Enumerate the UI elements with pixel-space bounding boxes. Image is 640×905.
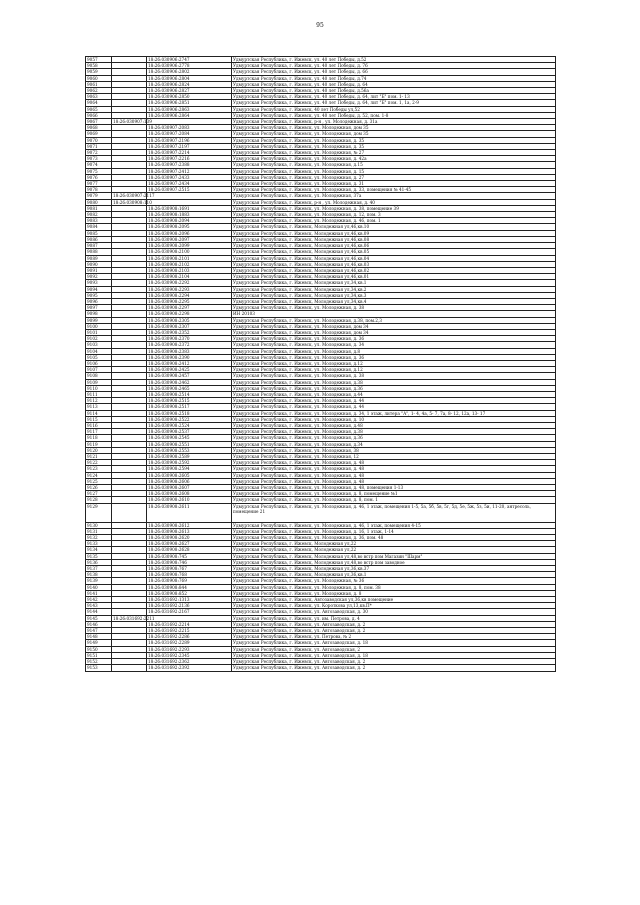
address-cell: Удмуртская Республика, г. Ижевск, ул. Молодежная, д. 48: [232, 478, 556, 484]
building-cadastral-cell: 18:26:030908:2100: [147, 249, 232, 255]
building-cadastral-cell: 18:26:031692:2167: [147, 609, 232, 615]
address-cell: Удмуртская Республика, г. Ижевск, ул. Молодежная, д.38: [232, 379, 556, 385]
row-number-cell: 9097: [86, 305, 112, 311]
address-cell: Удмуртская Республика, г. Ижевск, Молодежная ул,34,кв.4: [232, 298, 556, 304]
building-cadastral-cell: 18:26:030908:2594: [147, 466, 232, 472]
land-cadastral-cell: 18:26:030907:2117: [113, 193, 155, 199]
address-cell: Удмуртская Республика, г. Ижевск, Молодежная ул,46,кв.08: [232, 236, 556, 242]
row-number-cell: 9144: [86, 609, 112, 615]
address-cell: Удмуртская Республика, г. Ижевск, ул. Автозаводская, д. 2: [232, 628, 556, 634]
building-cadastral-cell: 18:26:030908:852: [147, 590, 232, 596]
row-number-cell: 9081: [86, 205, 112, 211]
land-cadastral-cell: 18:26:030907:139: [113, 119, 152, 125]
row-number-cell: 9108: [86, 373, 112, 379]
address-cell: Удмуртская Республика, г. Ижевск, ул. Молодежная, д. 35: [232, 137, 556, 143]
building-cadastral-cell: 18:26:030908:2425: [147, 367, 232, 373]
row-number-cell: 9102: [86, 336, 112, 342]
address-cell: Удмуртская Республика, г. Ижевск, ул. 40 лет Победы, д. 64, лит "Б" пом. 1, 1а, 2-9: [232, 100, 556, 106]
address-cell: Удмуртская Республика, г. Ижевск, Молодежная ул,34,кв.2: [232, 286, 556, 292]
address-cell: Удмуртская Республика, г. Ижевск, ул. Автозаводская, д. 2: [232, 665, 556, 671]
row-number-cell: 9128: [86, 497, 112, 503]
building-cadastral-cell: 18:26:030908:2545: [147, 435, 232, 441]
row-number-cell: 9086: [86, 236, 112, 242]
building-cadastral-cell: 18:26:031692:2289: [147, 640, 232, 646]
building-cadastral-cell: 18:26:030908:2370: [147, 336, 232, 342]
address-cell: Удмуртская Республика, г. Ижевск, ул. Молодежная, д. 8, пом. 38: [232, 584, 556, 590]
building-cadastral-cell: 18:26:031692:2215: [147, 628, 232, 634]
row-number-cell: 9133: [86, 541, 112, 547]
address-cell: Удмуртская Республика, г. Ижевск, ул. Молодежная, д. 8, пом. 1: [232, 497, 556, 503]
land-cadastral-cell: 18:26:030908:110: [113, 199, 152, 205]
row-number-cell: 9067: [86, 119, 112, 125]
row-number-cell: 9085: [86, 230, 112, 236]
address-cell: Удмуртская Республика, г. Ижевск, ул. Молодежная, дом 35: [232, 131, 556, 137]
row-number-cell: 9134: [86, 547, 112, 553]
address-cell: Удмуртская Республика, г. Ижевск, ул. Молодежная, д. 10: [232, 416, 556, 422]
row-number-cell: 9148: [86, 634, 112, 640]
table-row: [86, 503, 556, 522]
building-cadastral-cell: 18:26:030908:2522: [147, 416, 232, 422]
address-cell: Удмуртская Республика, г. Ижевск, ул. 40 лет Победы, д. 76: [232, 63, 556, 69]
building-cadastral-cell: 18:26:030906:2747: [147, 57, 232, 63]
building-cadastral-cell: 18:26:030908:2293: [147, 286, 232, 292]
building-cadastral-cell: 18:26:030908:2465: [147, 385, 232, 391]
address-cell: Удмуртская Республика, г. Ижевск, 40 лет Победы ул,52: [232, 106, 556, 112]
row-number-cell: 9117: [86, 429, 112, 435]
building-cadastral-cell: 18:26:030907:2214: [147, 150, 232, 156]
address-cell: Удмуртская Республика, г. Ижевск, ул. им. Петрова, д. 4: [232, 615, 556, 621]
building-cadastral-cell: 18:26:030908:1883: [147, 212, 232, 218]
building-cadastral-cell: 18:26:030908:2101: [147, 255, 232, 261]
row-number-cell: 9120: [86, 447, 112, 453]
building-cadastral-cell: 18:26:030907:2084: [147, 131, 232, 137]
row-number-cell: 9116: [86, 422, 112, 428]
address-cell: Удмуртская Республика, г. Ижевск, Молодежная ул,46,кв.03: [232, 261, 556, 267]
address-cell: Удмуртская Республика, г. Ижевск, ул. Молодежная, д. 8: [232, 590, 556, 596]
address-cell: Удмуртская Республика, г. Ижевск, ул. Молодежная, дом 34: [232, 329, 556, 335]
building-cadastral-cell: 18:26:030908:2372: [147, 342, 232, 348]
building-cadastral-cell: 18:26:030908:2607: [147, 485, 232, 491]
land-cadastral-cell: [112, 503, 147, 522]
building-cadastral-cell: 18:26:030908:2613: [147, 528, 232, 534]
row-number-cell: 9127: [86, 491, 112, 497]
address-cell: Удмуртская Республика, г. Ижевск, ул. Молодежная, д.12: [232, 360, 556, 366]
address-cell: Удмуртская Республика, г. Ижевск, Молодежная ул,46,кв.09: [232, 230, 556, 236]
address-cell: Удмуртская Республика, г. Ижевск, ул. Молодежная, д. 35: [232, 143, 556, 149]
property-table: [85, 56, 556, 672]
building-cadastral-cell: 18:26:030907:2434: [147, 181, 232, 187]
row-number-cell: 9084: [86, 224, 112, 230]
building-cadastral-cell: 18:26:030908:2589: [147, 454, 232, 460]
building-cadastral-cell: 18:26:030908:1691: [147, 205, 232, 211]
row-number-cell: 9129: [86, 503, 112, 522]
building-cadastral-cell: 18:26:030908:2103: [147, 267, 232, 273]
address-cell: Удмуртская Республика, г. Ижевск, Молодежная ул,22: [232, 547, 556, 553]
building-cadastral-cell: 18:26:030908:2551: [147, 441, 232, 447]
address-cell: Удмуртская Республика, г. Ижевск, ул. Молодежная, дом 35: [232, 125, 556, 131]
address-cell: Удмуртская Республика, г. Ижевск, ул. 40 лет Победы, д.56а: [232, 88, 556, 94]
address-cell: Удмуртская Республика, г. Ижевск, ул. Молодежная, д. 42а: [232, 156, 556, 162]
building-cadastral-cell: 18:26:030908:2352: [147, 329, 232, 335]
building-cadastral-cell: 18:26:030908:2096: [147, 230, 232, 236]
address-cell: Удмуртская Республика, г. Ижевск, ул. Молодежная, д.15: [232, 162, 556, 168]
building-cadastral-cell: 18:26:030908:2608: [147, 491, 232, 497]
building-cadastral-cell: 18:26:030908:2295: [147, 298, 232, 304]
address-cell: Удмуртская Республика, г. Ижевск, Молодежная ул,46,кв.06: [232, 243, 556, 249]
row-number-cell: 9135: [86, 553, 112, 559]
building-cadastral-cell: 18:26:030906:2827: [147, 88, 232, 94]
building-cadastral-cell: 18:26:030908:2390: [147, 354, 232, 360]
row-number-cell: 9070: [86, 137, 112, 143]
building-cadastral-cell: 18:26:030906:2778: [147, 63, 232, 69]
building-cadastral-cell: 18:26:030908:2305: [147, 317, 232, 323]
row-number-cell: 9094: [86, 286, 112, 292]
building-cadastral-cell: 18:26:030908:2102: [147, 261, 232, 267]
address-cell: Удмуртская Республика, г. Ижевск, ул. 40 лет Победы, д.52: [232, 57, 556, 63]
address-cell: Удмуртская Республика, г. Ижевск, ул. Молодежная, д.8: [232, 348, 556, 354]
row-number-cell: 9066: [86, 112, 112, 118]
row-number-cell: 9118: [86, 435, 112, 441]
building-cadastral-cell: 18:26:030907:2197: [147, 143, 232, 149]
row-number-cell: 9140: [86, 584, 112, 590]
building-cadastral-cell: 18:26:030908:745: [147, 553, 232, 559]
row-number-cell: 9074: [86, 162, 112, 168]
address-cell: Удмуртская Республика, г. Ижевск, ул. Молодежная, д. 46, 1 этаж, помещения 1-5, 5а, 5б, 5в, 5г, 5д, 5е, 5ж, 5з, 5и, 11-20, антресоль, помещение 21: [232, 503, 556, 522]
row-number-cell: 9060: [86, 75, 112, 81]
building-cadastral-cell: 18:26:030908:2292: [147, 280, 232, 286]
row-number-cell: 9073: [86, 156, 112, 162]
address-cell: Удмуртская Республика, г. Ижевск, Молодежная ул,46,кв.02: [232, 267, 556, 273]
address-cell: Удмуртская Республика, г. Ижевск, ул. Автозаводская, д. 18: [232, 640, 556, 646]
building-cadastral-cell: 18:26:030908:2515: [147, 398, 232, 404]
row-number-cell: 9111: [86, 391, 112, 397]
building-cadastral-cell: 18:26:030907:2216: [147, 156, 232, 162]
building-cadastral-cell: 18:26:030906:2863: [147, 106, 232, 112]
building-cadastral-cell: 18:26:030908:2099: [147, 243, 232, 249]
building-cadastral-cell: 18:26:030908:2553: [147, 447, 232, 453]
building-cadastral-cell: 18:26:030908:768: [147, 572, 232, 578]
row-number-cell: 9150: [86, 646, 112, 652]
row-number-cell: 9065: [86, 106, 112, 112]
row-number-cell: 9076: [86, 174, 112, 180]
row-number-cell: 9088: [86, 249, 112, 255]
building-cadastral-cell: 18:26:030907:2388: [147, 162, 232, 168]
building-cadastral-cell: 18:26:030906:2804: [147, 75, 232, 81]
building-cadastral-cell: 18:26:030907:2196: [147, 137, 232, 143]
address-cell: Удмуртская Республика, г. Ижевск, ул. Молодежная, 38: [232, 447, 556, 453]
address-cell: Удмуртская Республика, г. Ижевск, ул. Молодежная, д. 46, пом. 1: [232, 218, 556, 224]
building-cadastral-cell: 18:26:031692:2286: [147, 634, 232, 640]
row-number-cell: 9115: [86, 416, 112, 422]
row-number-cell: 9101: [86, 329, 112, 335]
row-number-cell: 9082: [86, 212, 112, 218]
row-number-cell: 9068: [86, 125, 112, 131]
address-cell: Удмуртская Республика, г. Ижевск, ул. Молодежная, д.38: [232, 429, 556, 435]
table-row: [86, 410, 556, 416]
address-cell: Удмуртская Республика, г. Ижевск, ул. 40 лет Победы, д. 64, лит "Б" пом. 1- 13: [232, 94, 556, 100]
building-cadastral-cell: 18:26:030908:2610: [147, 497, 232, 503]
row-number-cell: 9091: [86, 267, 112, 273]
address-cell: Удмуртская Республика, г. Ижевск, ул. 40 лет Победы, д.74: [232, 75, 556, 81]
building-cadastral-cell: 18:26:030908:2457: [147, 373, 232, 379]
address-cell: Удмуртская Республика, г. Ижевск, ул. Молодежная, д. 34, 1 этаж, литера "А", 1- 4, 4а, 5- 7, 7а, 8- 12, 12а, 13- 17: [232, 410, 556, 416]
row-number-cell: 9104: [86, 348, 112, 354]
address-cell: Удмуртская Республика, г. Ижевск, Молодежная ул,48,во встр пом Магазин "Шарм": [232, 553, 556, 559]
building-cadastral-cell: 18:26:030906:2802: [147, 69, 232, 75]
address-cell: ИН 20103: [232, 311, 556, 317]
address-cell: Удмуртская Республика, г. Ижевск, ул. Молодежная, д.12: [232, 367, 556, 373]
address-cell: Удмуртская Республика, г. Ижевск, ул. Молодежная, д. 44: [232, 398, 556, 404]
building-cadastral-cell: 18:26:030908:2104: [147, 274, 232, 280]
row-number-cell: 9080: [86, 199, 112, 205]
row-number-cell: 9099: [86, 317, 112, 323]
address-cell: Удмуртская Республика, г. Ижевск, Молодежная ул,36,кв.37: [232, 566, 556, 572]
building-cadastral-cell: 18:26:030908:2606: [147, 478, 232, 484]
building-cadastral-cell: 18:26:030908:2297: [147, 305, 232, 311]
building-cadastral-cell: 18:26:031692:2392: [147, 665, 232, 671]
address-cell: Удмуртская Республика, г. Ижевск, ул. Молодежная, 12: [232, 454, 556, 460]
address-cell: Удмуртская Республика, г. Ижевск, ул. Автозаводская, д. 2: [232, 659, 556, 665]
building-cadastral-cell: 18:26:030908:2298: [147, 311, 232, 317]
address-cell: Удмуртская Республика, г. Ижевск, ул. Молодежная, д. 48, помещения 1-13: [232, 485, 556, 491]
row-number-cell: 9152: [86, 659, 112, 665]
address-cell: Удмуртская Республика, г. Ижевск, Молодежная ул,34,кв.1: [232, 280, 556, 286]
row-number-cell: 9063: [86, 94, 112, 100]
address-cell: Удмуртская Республика, г. Ижевск, ул. Молодежная, д. 33, помещения № 41-45: [232, 187, 556, 193]
address-cell: Удмуртская Республика, г. Ижевск, ул. Молодежная, д.34: [232, 441, 556, 447]
address-cell: Удмуртская Республика, г. Ижевск, Молодежная ул,36,кв.1: [232, 572, 556, 578]
building-cadastral-cell: 18:26:030908:2095: [147, 224, 232, 230]
address-cell: Удмуртская Республика, г. Ижевск, Молодежная ул,46,кв.05: [232, 249, 556, 255]
row-number-cell: 9138: [86, 572, 112, 578]
building-cadastral-cell: 18:26:030908:844: [147, 584, 232, 590]
address-cell: Удмуртская Республика, г. Ижевск, ул. Молодежная, д. 27: [232, 174, 556, 180]
row-number-cell: 9089: [86, 255, 112, 261]
row-number-cell: 9058: [86, 63, 112, 69]
building-cadastral-cell: 18:26:031692:2214: [147, 621, 232, 627]
building-cadastral-cell: 18:26:030908:2517: [147, 404, 232, 410]
address-cell: Удмуртская Республика, г. Ижевск, Молодежная ул,46,кв.10: [232, 224, 556, 230]
building-cadastral-cell: 18:26:030907:2433: [147, 174, 232, 180]
row-number-cell: 9131: [86, 528, 112, 534]
address-cell: Удмуртская Республика, г. Ижевск, Молодежная ул,46,кв.01: [232, 274, 556, 280]
row-number-cell: 9092: [86, 274, 112, 280]
row-number-cell: 9083: [86, 218, 112, 224]
address-cell: Удмуртская Республика, г. Ижевск, ул. Молодежная, д. 31: [232, 181, 556, 187]
address-cell: Удмуртская Республика, г. Ижевск, ул. Молодежная, 37а: [232, 193, 556, 199]
address-cell: Удмуртская Республика, г. Ижевск, ул. 40 лет Победы, д. 52, пом. 1-8: [232, 112, 556, 118]
row-number-cell: 9143: [86, 603, 112, 609]
address-cell: Удмуртская Республика, г. Ижевск, ул. Молодежная, № 27: [232, 150, 556, 156]
row-number-cell: 9137: [86, 566, 112, 572]
row-number-cell: 9059: [86, 69, 112, 75]
row-number-cell: 9139: [86, 578, 112, 584]
building-cadastral-cell: 18:26:030908:2412: [147, 360, 232, 366]
building-cadastral-cell: 18:26:030906:2851: [147, 100, 232, 106]
row-number-cell: 9114: [86, 410, 112, 416]
row-number-cell: 9142: [86, 597, 112, 603]
row-number-cell: 9153: [86, 665, 112, 671]
building-cadastral-cell: 18:26:030907:2412: [147, 168, 232, 174]
building-cadastral-cell: 18:26:030908:2611: [147, 503, 232, 522]
building-cadastral-cell: 18:26:030908:767: [147, 566, 232, 572]
address-cell: Удмуртская Республика, г. Ижевск, ул. Автозаводская, д. 2: [232, 621, 556, 627]
building-cadastral-cell: 18:26:030908:2628: [147, 547, 232, 553]
address-cell: Удмуртская Республика, г. Ижевск, Молодежная ул,48,во встр пом заводное: [232, 559, 556, 565]
address-cell: Удмуртская Республика, г. Ижевск, ул. Молодежная, д.38, пом.2,3: [232, 317, 556, 323]
row-number-cell: 9149: [86, 640, 112, 646]
address-cell: Удмуртская Республика, г. Ижевск, ул. Молодежная, д. 44: [232, 404, 556, 410]
row-number-cell: 9090: [86, 261, 112, 267]
building-cadastral-cell: 18:26:030908:2537: [147, 429, 232, 435]
address-cell: Удмуртская Республика, г. Ижевск, ул. Молодежная, д.36: [232, 435, 556, 441]
address-cell: Удмуртская Республика, г. Ижевск, ул. Автозаводская, 2: [232, 646, 556, 652]
row-number-cell: 9126: [86, 485, 112, 491]
building-cadastral-cell: 18:26:030908:2524: [147, 422, 232, 428]
address-cell: Удмуртская Республика, г. Ижевск, ул. Молодежная, д. 36: [232, 336, 556, 342]
row-number-cell: 9147: [86, 628, 112, 634]
building-cadastral-cell: 18:26:030908:2294: [147, 292, 232, 298]
address-cell: Удмуртская Республика, г. Ижевск, ул. Молодежная, д.36: [232, 385, 556, 391]
building-cadastral-cell: 18:26:030908:769: [147, 578, 232, 584]
row-number-cell: 9122: [86, 460, 112, 466]
row-number-cell: 9071: [86, 143, 112, 149]
row-number-cell: 9112: [86, 398, 112, 404]
building-cadastral-cell: 18:26:030906:2864: [147, 112, 232, 118]
building-cadastral-cell: 18:26:030908:2094: [147, 218, 232, 224]
row-number-cell: 9062: [86, 88, 112, 94]
building-cadastral-cell: 18:26:030908:2627: [147, 541, 232, 547]
row-number-cell: 9145: [86, 615, 112, 621]
building-cadastral-cell: 18:26:030908:746: [147, 559, 232, 565]
address-cell: Удмуртская Республика, г. Ижевск, ул. Короткова ул,13,кв.П*: [232, 603, 556, 609]
address-cell: Удмуртская Республика, г. Ижевск, ул. Молодежная, д. 48: [232, 460, 556, 466]
building-cadastral-cell: 18:26:031692:2362: [147, 659, 232, 665]
row-number-cell: 9121: [86, 454, 112, 460]
address-cell: Удмуртская Республика, г. Ижевск, ул. 40 лет Победы, д. 66: [232, 69, 556, 75]
land-cadastral-cell: [112, 665, 147, 671]
address-cell: Удмуртская Республика, г. Ижевск, ул. Молодежная, д. 38: [232, 373, 556, 379]
row-number-cell: 9077: [86, 181, 112, 187]
address-cell: Удмуртская Республика, г. Ижевск, ул. Молодежная, д.44: [232, 391, 556, 397]
address-cell: Удмуртская Республика, г. Ижевск, ул. Молодежная, д. 12, пом. 3: [232, 212, 556, 218]
row-number-cell: 9151: [86, 652, 112, 658]
building-cadastral-cell: 18:26:030907:2083: [147, 125, 232, 131]
building-cadastral-cell: 18:26:031692:2293: [147, 646, 232, 652]
land-cadastral-cell: 18:26:031692:2211: [113, 615, 155, 621]
address-cell: Удмуртская Республика, г. Ижевск, ул. Молодежная, д. 15: [232, 168, 556, 174]
address-cell: Удмуртская Республика, г. Ижевск, ул. Автозаводская, д. 18: [232, 652, 556, 658]
address-cell: Удмуртская Республика, г. Ижевск, р-н , ул. Молодежная, д. 31а: [232, 119, 556, 125]
row-number-cell: 9130: [86, 522, 112, 528]
building-cadastral-cell: 18:26:030908:2514: [147, 391, 232, 397]
row-number-cell: 9100: [86, 323, 112, 329]
address-cell: Удмуртская Республика, г. Ижевск, Автозаводская ул,36,кв помещение: [232, 597, 556, 603]
table-row: [86, 665, 556, 671]
address-cell: Удмуртская Республика, г. Ижевск, ул. Молодежная, № 36: [232, 578, 556, 584]
page-number: 95: [316, 22, 324, 29]
row-number-cell: 9057: [86, 57, 112, 63]
address-cell: Удмуртская Республика, г. Ижевск, ул. Молодежная, д. 48: [232, 472, 556, 478]
row-number-cell: 9098: [86, 311, 112, 317]
address-cell: Удмуртская Республика, г. Ижевск, ул. Молодежная, д.48: [232, 422, 556, 428]
row-number-cell: 9079: [86, 193, 112, 199]
building-cadastral-cell: 18:26:031692:1313: [147, 597, 232, 603]
row-number-cell: 9105: [86, 354, 112, 360]
row-number-cell: 9125: [86, 478, 112, 484]
row-number-cell: 9141: [86, 590, 112, 596]
row-number-cell: 9113: [86, 404, 112, 410]
row-number-cell: 9096: [86, 298, 112, 304]
building-cadastral-cell: 18:26:030908:2462: [147, 379, 232, 385]
address-cell: Удмуртская Республика, г. Ижевск, ул. Молодежная, д. 16, 1 этаж, 1-14: [232, 528, 556, 534]
address-cell: Удмуртская Республика, г. Ижевск, ул. Молодежная, д. 34: [232, 342, 556, 348]
building-cadastral-cell: 18:26:030908:2097: [147, 236, 232, 242]
row-number-cell: 9107: [86, 367, 112, 373]
building-cadastral-cell: 18:26:030908:2518: [147, 410, 232, 416]
row-number-cell: 9095: [86, 292, 112, 298]
address-cell: Удмуртская Республика, г. Ижевск, ул. Молодежная, дом 34: [232, 323, 556, 329]
address-cell: Удмуртская Республика, г. Ижевск, Молодежная ул,46,кв.04: [232, 255, 556, 261]
building-cadastral-cell: 18:26:030907:2515: [147, 187, 232, 193]
row-number-cell: 9146: [86, 621, 112, 627]
row-number-cell: 9103: [86, 342, 112, 348]
row-number-cell: 9064: [86, 100, 112, 106]
row-number-cell: 9110: [86, 385, 112, 391]
address-cell: Удмуртская Республика, г. Ижевск, р-н , ул. Молодежная, д. 40: [232, 199, 556, 205]
building-cadastral-cell: 18:26:031692:2345: [147, 652, 232, 658]
address-cell: Удмуртская Республика, г. Ижевск, ул. 40 лет Победы, д. 64: [232, 81, 556, 87]
address-cell: Удмуртская Республика, г. Ижевск, Молодежная ул,34,кв.3: [232, 292, 556, 298]
row-number-cell: 9132: [86, 535, 112, 541]
row-number-cell: 9061: [86, 81, 112, 87]
building-cadastral-cell: 18:26:030908:2605: [147, 472, 232, 478]
row-number-cell: 9069: [86, 131, 112, 137]
row-number-cell: 9119: [86, 441, 112, 447]
address-cell: Удмуртская Республика, г. Ижевск, ул. Молодежная, д. 36, пом. 48: [232, 535, 556, 541]
address-cell: Удмуртская Республика, г. Ижевск, ул. Молодежная, д. 38, помещение 39: [232, 205, 556, 211]
address-cell: Удмуртская Республика, г. Ижевск, ул. Молодежная, д. 46, 1 этаж, помещения 4-15: [232, 522, 556, 528]
address-cell: Удмуртская Республика, г. Ижевск, ул. Молодежная, д. 36: [232, 354, 556, 360]
address-cell: Удмуртская Республика, г. Ижевск, ул. Петрова, № 2: [232, 634, 556, 640]
address-cell: Удмуртская Республика, г. Ижевск, Молодежная ул,22: [232, 541, 556, 547]
row-number-cell: 9072: [86, 150, 112, 156]
building-cadastral-cell: 18:26:030908:2612: [147, 522, 232, 528]
row-number-cell: 9106: [86, 360, 112, 366]
building-cadastral-cell: 18:26:031692:2136: [147, 603, 232, 609]
address-cell: Удмуртская Республика, г. Ижевск, ул. Молодежная, д. 38: [232, 305, 556, 311]
building-cadastral-cell: 18:26:030906:2850: [147, 94, 232, 100]
row-number-cell: 9124: [86, 472, 112, 478]
building-cadastral-cell: 18:26:030908:2307: [147, 323, 232, 329]
building-cadastral-cell: 18:26:030908:2383: [147, 348, 232, 354]
row-number-cell: 9078: [86, 187, 112, 193]
building-cadastral-cell: 18:26:030908:2620: [147, 535, 232, 541]
address-cell: Удмуртская Республика, г. Ижевск, ул. Молодежная, д. 48: [232, 466, 556, 472]
row-number-cell: 9109: [86, 379, 112, 385]
building-cadastral-cell: 18:26:030906:2824: [147, 81, 232, 87]
row-number-cell: 9075: [86, 168, 112, 174]
address-cell: Удмуртская Республика, г. Ижевск, ул. Автозаводская, д. 30: [232, 609, 556, 615]
building-cadastral-cell: 18:26:030908:2592: [147, 460, 232, 466]
row-number-cell: 9087: [86, 243, 112, 249]
row-number-cell: 9093: [86, 280, 112, 286]
row-number-cell: 9136: [86, 559, 112, 565]
row-number-cell: 9123: [86, 466, 112, 472]
address-cell: Удмуртская Республика, г. Ижевск, ул. Молодежная, д. 8, помещение №1: [232, 491, 556, 497]
